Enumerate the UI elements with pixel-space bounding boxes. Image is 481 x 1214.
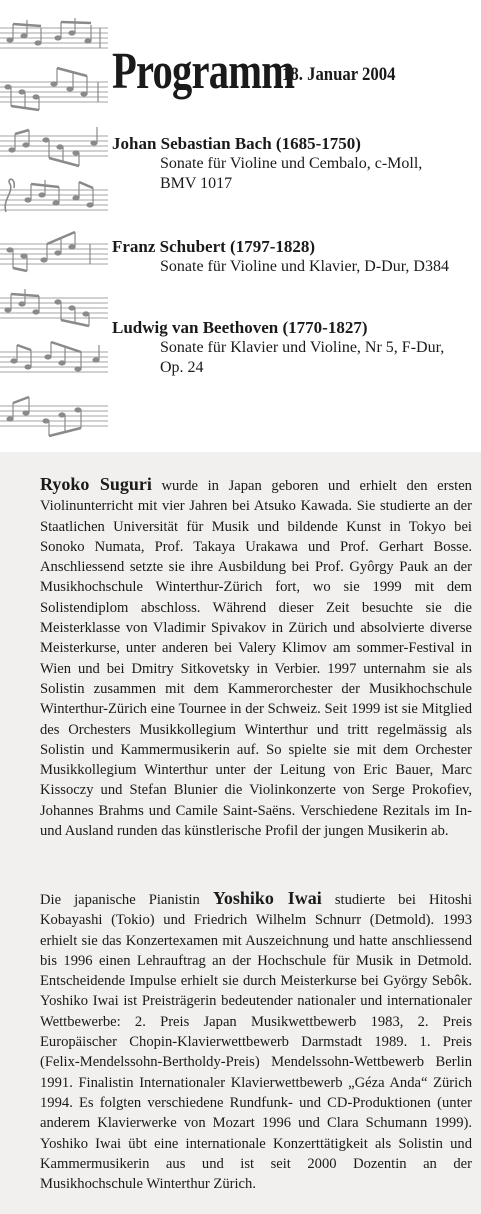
biography-text: studierte bei Hitoshi Kobayashi (Tokio) und Friedrich Wilhelm Schnurr (Detmold). 1993 erhielt sie das Konzertexamen mit Auszeichnung und hatte anschliessend bis 1996 einen Lehrauftrag an der Hochschule für Musik in Detmold. Entscheidende Impulse erhielt sie durch Meisterkurse bei György Sebôk. Yoshiko Iwai ist Preisträgerin bedeutender nationaler und internationaler Wettbewerbe: 2. Preis Japan Musikwettbewerb 1983, 2. Preis Europäischer Chopin-Klavierwettbewerb Darmstadt 1989. 1. Preis (Felix-Mendelssohn-Bertholdy-Preis) Mendelssohn-Wettbewerb Berlin 1991. Finalistin Internationaler Klavierwettbewerb „Géza Anda“ Zürich 1994. Es folgten verschiedene Rundfunk- und CD-Produktionen (unter anderem Klavierwerke von Mozart 1996 und Clara Schumann 1999). Yoshiko Iwai übt eine internationale Konzerttätigkeit als Solistin und Kammermusikerin aus und ist seit 2000 Dozentin an der Musikhochschule Winterthur Zürich. (40, 892, 472, 1193)
program-item (112, 134, 472, 194)
biographies-section (0, 452, 481, 1214)
work-title-line: Sonate für Violine und Klavier, D-Dur, D384 (160, 258, 449, 275)
work-title-line: Sonate für Violine und Cembalo, c-Moll, (160, 155, 423, 172)
music-manuscript-image (0, 0, 108, 452)
pianist-biography (40, 888, 472, 1194)
composer-name: Ludwig van Beethoven (1770-1827) (112, 318, 368, 337)
biography-intro: Die japanische Pianistin (40, 892, 200, 908)
program-item (112, 318, 472, 378)
biography-text: wurde in Japan geboren und erhielt den ersten Violinunterricht mit vier Jahren bei Atsuko Kawada. Sie studierte an der Staatlichen Universität für Musik und bildende Kunst in Tokyo bei Sonoko Numata, Prof. Takaya Urakawa und Prof. Gerhart Bosse. Anschliessend setzte sie ihre Ausbildung bei Prof. Gyôrgy Pauk an der Musikhochschule Winterthur-Zürich fort, wo sie 1999 mit dem Solistendiplom abschloss. Während dieser Zeit besuchte sie die Meisterklasse von Vladimir Spivakov in Zürich und absolvierte diverse Meisterkurse, unter anderen bei Valery Klimov am sommer-Festival in Wien und bei Dmitry Sitkovetsky in Verbier. 1997 unternahm sie als Solistin zusammen mit dem Kammerorchester der Musikhochschule Winterthur-Zürich eine Tournee in der Schweiz. Seit 1999 ist sie Mitglied des Orchesters Musikkollegium Winterthur und tritt regelmässig als Solistin und Kammermusikerin auf. So spielte sie mit dem Orchester Musikkollegium Winterthur unter der Leitung von Eric Bauer, Marc Kissoczy und Stefan Blunier die Violinkonzerte von Serge Prokofiev, Johannes Brahms und Camile Saint-Saëns. Verschiedene Rezitals im In- und Ausland runden das künstlerische Profil der jungen Musikerin ab. (40, 478, 472, 840)
work-title-line: BMV 1017 (160, 175, 233, 192)
program-heading (112, 42, 396, 101)
work-title-line: Sonate für Klavier und Violine, Nr 5, F-Dur, (160, 339, 445, 356)
page-title: Programm (112, 43, 295, 100)
artist-name: Ryoko Suguri (40, 474, 152, 494)
work-title-line: Op. 24 (160, 359, 204, 376)
composer-name: Johan Sebastian Bach (1685-1750) (112, 134, 361, 153)
concert-date: 18. Januar 2004 (282, 64, 396, 85)
composer-name: Franz Schubert (1797-1828) (112, 237, 316, 256)
program-item (112, 237, 472, 277)
program-section (0, 0, 481, 452)
violinist-biography (40, 474, 472, 841)
artist-name: Yoshiko Iwai (212, 888, 322, 908)
